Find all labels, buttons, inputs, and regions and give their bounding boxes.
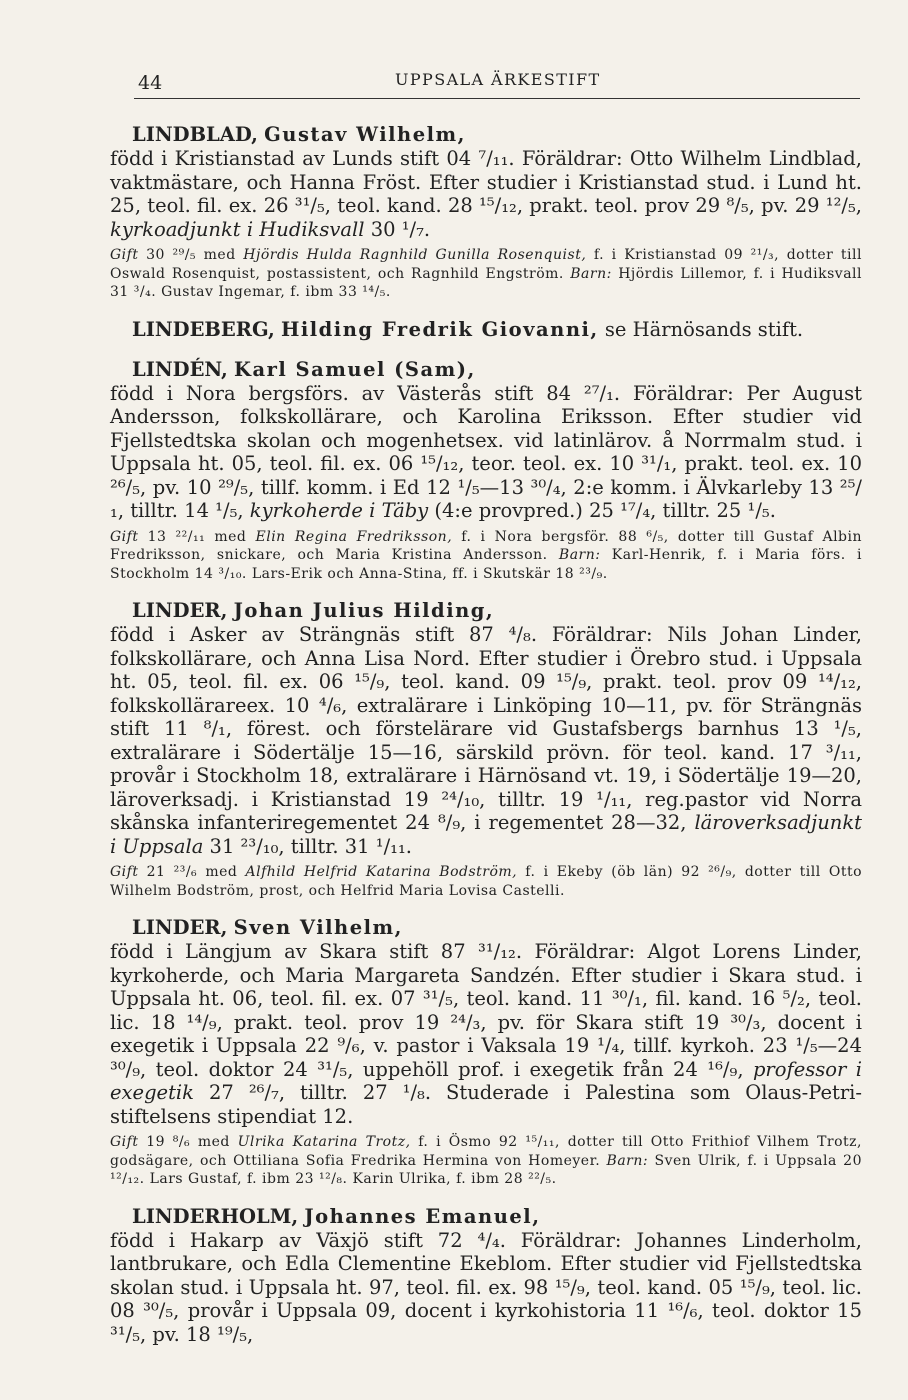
running-title: UPPSALA ÄRKESTIFT — [395, 70, 601, 89]
entry-cross-reference: se Härnösands stift. — [604, 317, 804, 341]
children-label: Barn: — [558, 547, 601, 563]
entry-biography — [110, 623, 862, 858]
entry-family — [110, 528, 862, 584]
bio-text: född i Asker av Strängnäs stift 87 ⁴/₈. Föräldrar: Nils Johan Linder, folkskollärare, och Anna Lisa Nord. Efter studier i Örebro stud. i Uppsala ht. 05, teol. fil. ex. 06 ¹⁵/₉, teol. kand. 09 ¹⁵/₉, prakt. teol. prov 09 ¹⁴/₁₂, folkskollärareex. 10 ⁴/₆, extralärare i Linköping 10—11, pv. för Strängnäs stift 11 ⁸/₁, förest. och förstelärare vid Gustafsbergs barnhus 13 ¹/₅, extralärare i Södertälje 15—16, särskild prövn. för teol. kand. 17 ³/₁₁, provår i Stockholm 18, extralärare i Härnösand vt. 19, i Södertälje 19—20, läroverksadj. i Kristianstad 19 ²⁴/₁₀, tilltr. 19 ¹/₁₁, reg.pastor vid Norra skånska infanteriregementet 24 ⁸/₉, i regementet 28—32, — [110, 623, 862, 834]
entry-given-names: Gustav Wilhelm, — [264, 123, 466, 146]
entry-family — [110, 1133, 862, 1189]
gift-label: Gift — [110, 528, 139, 545]
bio-position: kyrkoherde i Täby — [249, 499, 429, 522]
family-text: Sven Ulrik, f. i Uppsala 20 ¹²/₁₂. Lars Gustaf, f. ibm 23 ¹²/₈. Karin Ulrika, f. ibm 28 ²²/₅. — [110, 1152, 862, 1187]
children-label: Barn: — [606, 1152, 649, 1169]
children-label: Barn: — [570, 265, 612, 282]
spouse-name: Hjördis Hulda Ragnhild Gunilla Rosenquist, — [243, 247, 587, 263]
entry-surname: LINDÉN, — [132, 357, 228, 381]
entry-family — [110, 246, 862, 302]
spouse-name: Elin Regina Fredriksson, — [255, 528, 453, 545]
spouse-name: Alfhild Helfrid Katarina Bodström, — [245, 864, 518, 880]
entry-heading — [110, 317, 862, 342]
bio-text: (4:e provpred.) 25 ¹⁷/₄, tilltr. 25 ¹/₅. — [428, 499, 776, 522]
entry-lindblad — [110, 122, 862, 302]
entry-surname: LINDER, — [132, 916, 228, 939]
entry-given-names: Sven Vilhelm, — [233, 916, 403, 939]
bio-text: 31 ²³/₁₀, tilltr. 31 ¹/₁₁. — [203, 834, 412, 858]
entry-linderholm — [110, 1204, 862, 1347]
entry-heading — [110, 122, 862, 147]
entry-heading — [110, 357, 862, 382]
bio-position: läroverksadjunkt i Uppsala — [110, 811, 862, 858]
family-text: f. i Ösmo 92 ¹⁵/₁₁, dotter till Otto Frithiof Vilhem Trotz, godsägare, och Ottiliana Sofia Fredrika Hermina von Homeyer. — [110, 1134, 863, 1169]
entry-surname: LINDBLAD, — [132, 123, 258, 146]
bio-position: professor i exegetik — [110, 1057, 862, 1104]
family-text: 19 ⁸/₆ med — [146, 1134, 238, 1150]
bio-text: född i Kristianstad av Lunds stift 04 ⁷/₁₁. Föräldrar: Otto Wilhelm Lindblad, vaktmästare, och Hanna Fröst. Efter studier i Kristianstad stud. i Lund ht. 25, teol. fil. ex. 26 ³¹/₅, teol. kand. 28 ¹⁵/₁₂, prakt. teol. prov 29 ⁸/₅, pv. 29 ¹²/₅, — [110, 147, 862, 217]
page-number: 44 — [138, 72, 163, 94]
entry-biography — [110, 147, 862, 241]
header-rule — [134, 98, 860, 99]
entry-surname: LINDERHOLM, — [132, 1204, 299, 1228]
family-text: 21 ²³/₆ med — [146, 864, 246, 880]
gift-label: Gift — [110, 247, 139, 263]
entry-given-names: Johannes Emanuel, — [304, 1204, 541, 1228]
family-text: f. i Kristianstad 09 ²¹/₃, dotter till Oswald Rosenquist, postassistent, och Ragnhild Engström. — [110, 247, 862, 282]
family-text: 13 ²²/₁₁ med — [147, 528, 256, 545]
entry-lindeberg — [110, 317, 862, 342]
gift-label: Gift — [110, 1134, 139, 1150]
entry-biography — [110, 1229, 862, 1347]
bio-text: född i Hakarp av Växjö stift 72 ⁴/₄. Föräldrar: Johannes Linderholm, lantbrukare, och Edla Clementine Ekeblom. Efter studier vid Fjellstedtska skolan stud. i Uppsala ht. 97, teol. fil. ex. 98 ¹⁵/₉, teol. kand. 05 ¹⁵/₉, teol. lic. 08 ³⁰/₅, provår i Uppsala 09, docent i kyrkohistoria 11 ¹⁶/₆, teol. doktor 15 ³¹/₅, pv. 18 ¹⁹/₅, — [110, 1228, 862, 1346]
bio-text: 30 ¹/₇. — [364, 217, 431, 241]
entry-given-names: Johan Julius Hilding, — [233, 599, 495, 622]
family-text: f. i Ekeby (öb län) 92 ²⁶/₉, dotter till Otto Wilhelm Bodström, prost, och Helfrid Maria Lovisa Castelli. — [110, 864, 863, 899]
entry-surname: LINDEBERG, — [132, 317, 275, 341]
entry-given-names: Hilding Fredrik Giovanni, — [280, 317, 599, 341]
entry-family — [110, 863, 862, 900]
page-header — [0, 0, 908, 110]
family-text: 30 ²⁹/₅ med — [146, 247, 244, 263]
entry-given-names: Karl Samuel (Sam), — [234, 357, 476, 381]
bio-text: född i Nora bergsförs. av Västerås stift 84 ²⁷/₁. Föräldrar: Per August Andersson, folkskollärare, och Karolina Eriksson. Efter studier vid Fjellstedtska skolan och mogenhetsex. vid latinlärov. å Norrmalm stud. i Uppsala ht. 05, teol. fil. ex. 06 ¹⁵/₁₂, teor. teol. ex. 10 ³¹/₁, prakt. teol. ex. 10 ²⁶/₅, pv. 10 ²⁹/₅, tillf. komm. i Ed 12 ¹/₅—13 ³⁰/₄, 2:e komm. i Älvkarleby 13 ²⁵/₁, tilltr. 14 ¹/₅, — [110, 381, 862, 522]
entry-linder-johan — [110, 598, 862, 900]
gift-label: Gift — [110, 864, 139, 880]
entry-heading — [110, 1204, 862, 1229]
entry-surname: LINDER, — [132, 599, 228, 622]
bio-position: kyrkoadjunkt i Hudiksvall — [110, 217, 365, 241]
entry-linder-sven — [110, 915, 862, 1189]
bio-text: född i Längjum av Skara stift 87 ³¹/₁₂. Föräldrar: Algot Lorens Linder, kyrkoherde, och Maria Margareta Sandzén. Efter studier i Skara stud. i Uppsala ht. 06, teol. fil. ex. 07 ³¹/₅, teol. kand. 11 ³⁰/₁, fil. kand. 16 ⁵/₂, teol. lic. 18 ¹⁴/₉, prakt. teol. prov 19 ²⁴/₃, pv. för Skara stift 19 ³⁰/₃, docent i exegetik i Uppsala 22 ⁹/₆, v. pastor i Vaksala 19 ¹/₄, tillf. kyrkoh. 23 ¹/₅—24 ³⁰/₉, teol. doktor 24 ³¹/₅, uppehöll prof. i exegetik från 24 ¹⁶/₉, — [110, 940, 862, 1081]
entry-heading — [110, 598, 862, 623]
family-text: Hjördis Lillemor, f. i Hudiksvall 31 ³/₄. Gustav Ingemar, f. ibm 33 ¹⁴/₅. — [110, 265, 862, 300]
spouse-name: Ulrika Katarina Trotz, — [237, 1134, 411, 1150]
entry-biography — [110, 382, 862, 523]
family-text: f. i Nora bergsför. 88 ⁶/₅, dotter till Gustaf Albin Fredriksson, snickare, och Maria Kristina Andersson. — [110, 528, 863, 563]
entry-heading — [110, 915, 862, 940]
entry-linden — [110, 357, 862, 584]
entry-biography — [110, 940, 862, 1128]
bio-text: 27 ²⁶/₇, tilltr. 27 ¹/₈. Studerade i Palestina som Olaus-Petri-stiftelsens stipendiat 12. — [110, 1081, 862, 1128]
entries-column — [110, 122, 862, 1361]
family-text: Karl-Henrik, f. i Maria förs. i Stockholm 14 ³/₁₀. Lars-Erik och Anna-Stina, ff. i Skutskär 18 ²³/₉. — [110, 547, 862, 582]
